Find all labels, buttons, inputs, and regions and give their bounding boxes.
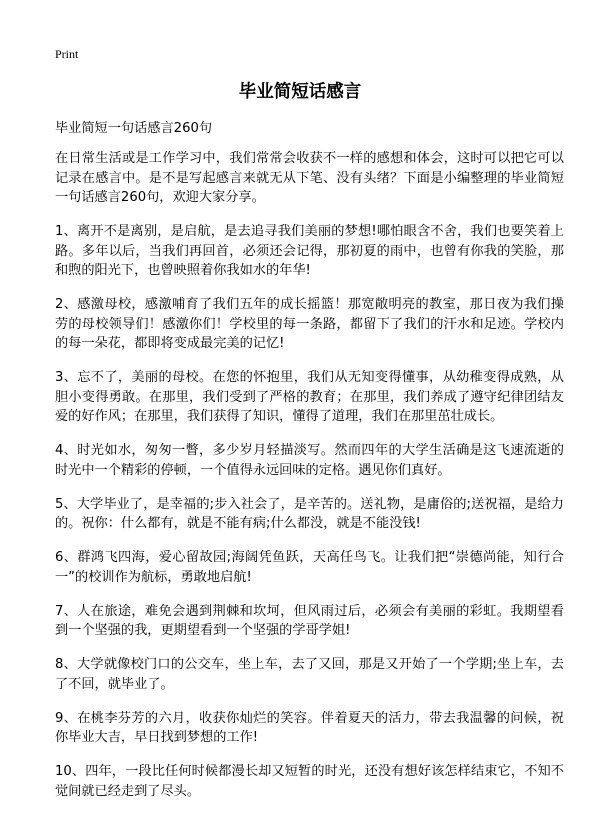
list-item: 6、群鸿飞四海，爱心留故园;海阔凭鱼跃，天高任鸟飞。让我们把“崇德尚能，知行合一”的校训作为航标，勇敢地启航! <box>55 550 564 585</box>
list-item: 5、大学毕业了，是幸福的;步入社会了，是辛苦的。送礼物，是庸俗的;送祝福，是给力的。祝你：什么都有，就是不能有病;什么都没，就是不能没钱! <box>55 496 564 531</box>
print-link[interactable]: Print <box>55 47 79 61</box>
list-item: 9、在桃李芬芳的六月，收获你灿烂的笑容。伴着夏天的活力，带去我温馨的问候，祝你毕业大吉，早日找到梦想的工作! <box>55 710 564 745</box>
article-subtitle: 毕业简短一句话感言260句 <box>55 121 213 136</box>
list-item: 3、忘不了，美丽的母校。在您的怀抱里，我们从无知变得懂事，从幼稚变得成熟，从胆小变得勇敢。在那里，我们受到了严格的教育；在那里，我们养成了遵守纪律团结友爱的好作风；在那里，我们获得了知识，懂得了道理，我们在那里茁壮成长。 <box>55 370 564 424</box>
intro-paragraph: 在日常生活或是工作学习中，我们常常会收获不一样的感想和体会，这时可以把它可以记录在感言中。是不是写起感言来就无从下笔、没有头绪？下面是小编整理的毕业简短一句话感言260句，欢迎大家分享。 <box>55 151 564 205</box>
page-title: 毕业简短话感言 <box>238 82 362 102</box>
list-item: 8、大学就像校门口的公交车，坐上车，去了又回，那是又开始了一个学期;坐上车，去了不回，就毕业了。 <box>55 657 564 692</box>
list-item: 1、离开不是离别，是启航，是去追寻我们美丽的梦想!哪怕眼含不舍，我们也要笑着上路。多年以后，当我们再回首，必须还会记得，那初夏的雨中，也曾有你我的笑脸，那和煦的阳光下，也曾映照着你我如水的年华! <box>55 224 564 278</box>
list-item: 10、四年，一段比任何时候都漫长却又短暂的时光，还没有想好该怎样结束它，不知不觉间就已经走到了尽头。 <box>55 764 564 799</box>
article-body <box>55 149 564 816</box>
list-item: 7、人在旅途，难免会遇到荆棘和坎坷，但风雨过后，必须会有美丽的彩虹。我期望看到一个坚强的我，更期望看到一个坚强的学哥学姐! <box>55 603 564 638</box>
list-item: 2、感激母校，感激哺育了我们五年的成长摇篮！那宽敞明亮的教室，那日夜为我们操劳的母校领导们！感激你们！学校里的每一条路，都留下了我们的汗水和足迹。学校内的每一朵花，都即将变成最完美的记忆! <box>55 297 564 351</box>
list-item: 4、时光如水，匆匆一瞥，多少岁月轻描淡写。然而四年的大学生活确是这飞速流逝的时光中一个精彩的停顿，一个值得永远回味的定格。遇见你们真好。 <box>55 443 564 478</box>
